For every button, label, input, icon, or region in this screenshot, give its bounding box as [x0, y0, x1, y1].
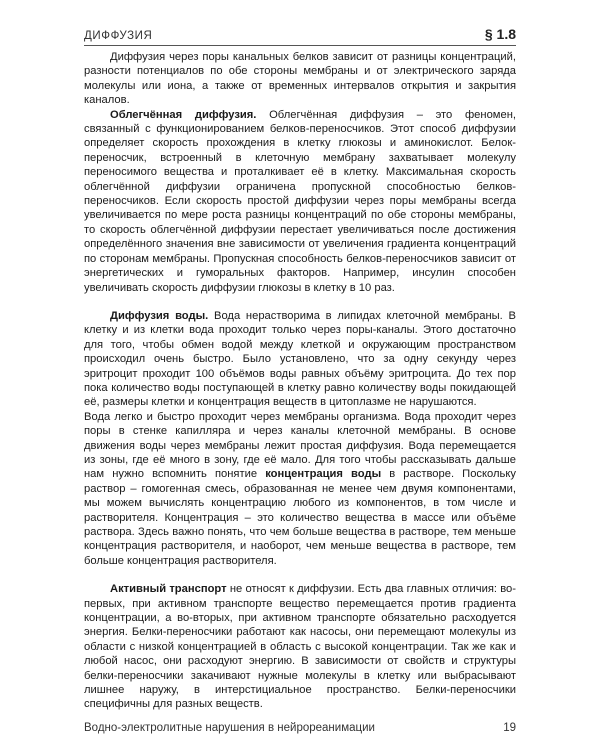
water-concentration-text-before: Вода легко и быстро проходит через мембраны организма. Вода проходит через поры в стенке капилляра и через каналы клеточной мембраны. В основе движения воды через мембраны лежит простая диффузия. Вода перемещается из зоны, где её много в зону, где её мало. Для того чтобы рассказывать дальше нам нужно вспомнить понятие — [84, 410, 516, 481]
running-header — [84, 20, 516, 46]
page-body — [84, 50, 516, 712]
paragraph-water-concentration — [84, 410, 516, 568]
water-diffusion-text: Вода нерастворима в липидах клеточной мембраны. В клетку и из клетки вода проходит только через поры-каналы. Этого достаточно для того, чтобы обмен водой между клеткой и окружающим пространством происходил очень быстро. Было установлено, что за одну секунду через эритроцит проходит 100 объёмов воды равных объёму эритроцита. До тех пор пока количество воды поступающей в клетку равно количеству воды покидающей её, размеры клетки и концентрация веществ в цитоплазме не нарушаются. — [84, 309, 516, 409]
paragraph-water-diffusion — [84, 309, 516, 410]
term-water-concentration: концентрация воды — [265, 468, 382, 481]
paragraph-facilitated-diffusion — [84, 108, 516, 295]
section-name: ДИФФУЗИЯ — [84, 30, 153, 42]
term-water-diffusion: Диффузия воды. — [110, 309, 209, 322]
active-transport-text: не относят к диффузии. Есть два главных отличия: во-первых, при активном транспорте вещество перемещается против градиента концентрации, а во-вторых, при активном транспорте обязательно расходуется энергия. Белки-переносчики работают как насосы, они перемещают молекулы из области с низкой концентрацией в область с высокой концентрации. Так же как и любой насос, они расходуют энергию. В зависимости от свойств и структуры белки-переносчики закачивают нужные молекулы в клетку или выбрасывают лишнее наружу, в интерстициальное пространство. Белки-переносчики специфичны для разных веществ. — [84, 583, 517, 711]
term-active-transport: Активный транспорт — [110, 583, 227, 596]
facilitated-diffusion-text: Облегчённая диффузия – это феномен, связанный с функционированием белков-переносчиков. Этот способ диффузии определяет скорость прохождения в клетку глюкозы и аминокислот. Белок-переносчик, встроенный в клеточную мембрану захватывает молекулу переносимого вещества и проталкивает её в клетку. Максимальная скорость облегчённой диффузии ограничена пропускной способностью белков-переносчиков. Если скорость простой диффузии через поры мембраны всегда увеличивается по мере роста разницы концентраций по обе стороны мембраны, то скорость облегчённой диффузии перестает увеличиваться после достижения определённого значения вне зависимости от увеличения градиента концентраций по сторонам мембраны. Пропускная способность белков-переносчиков зависит от энергетических и гуморальных факторов. Например, инсулин способен увеличивать скорость диффузии глюкозы в клетку в 10 раз. — [84, 108, 516, 294]
term-facilitated-diffusion: Облегчённая диффузия. — [110, 108, 257, 121]
book-title: Водно-электролитные нарушения в нейрореанимации — [84, 722, 375, 734]
paragraph-active-transport — [84, 582, 516, 712]
section-number: § 1.8 — [484, 26, 516, 42]
paragraph-pore-diffusion: Диффузия через поры канальных белков зависит от разницы концентраций, разности потенциалов по обе стороны мембраны и от электрического заряда молекулы или иона, а также от временных интервалов открытия и закрытия каналов. — [84, 51, 516, 107]
page-footer — [84, 722, 516, 734]
water-concentration-text-after: в растворе. Поскольку раствор – гомогенная смесь, образованная не менее чем двумя компонентами, мы можем вычислять концентрацию любого из компонентов, в том числе и растворителя. Концентрация – это количество вещества в массе или объёме раствора. Здесь важно понять, что чем больше вещества в растворе, тем меньше концентрация растворителя, и наоборот, чем меньше вещества в растворе, тем больше концентрация растворителя. — [84, 468, 516, 567]
page-number: 19 — [503, 722, 516, 734]
